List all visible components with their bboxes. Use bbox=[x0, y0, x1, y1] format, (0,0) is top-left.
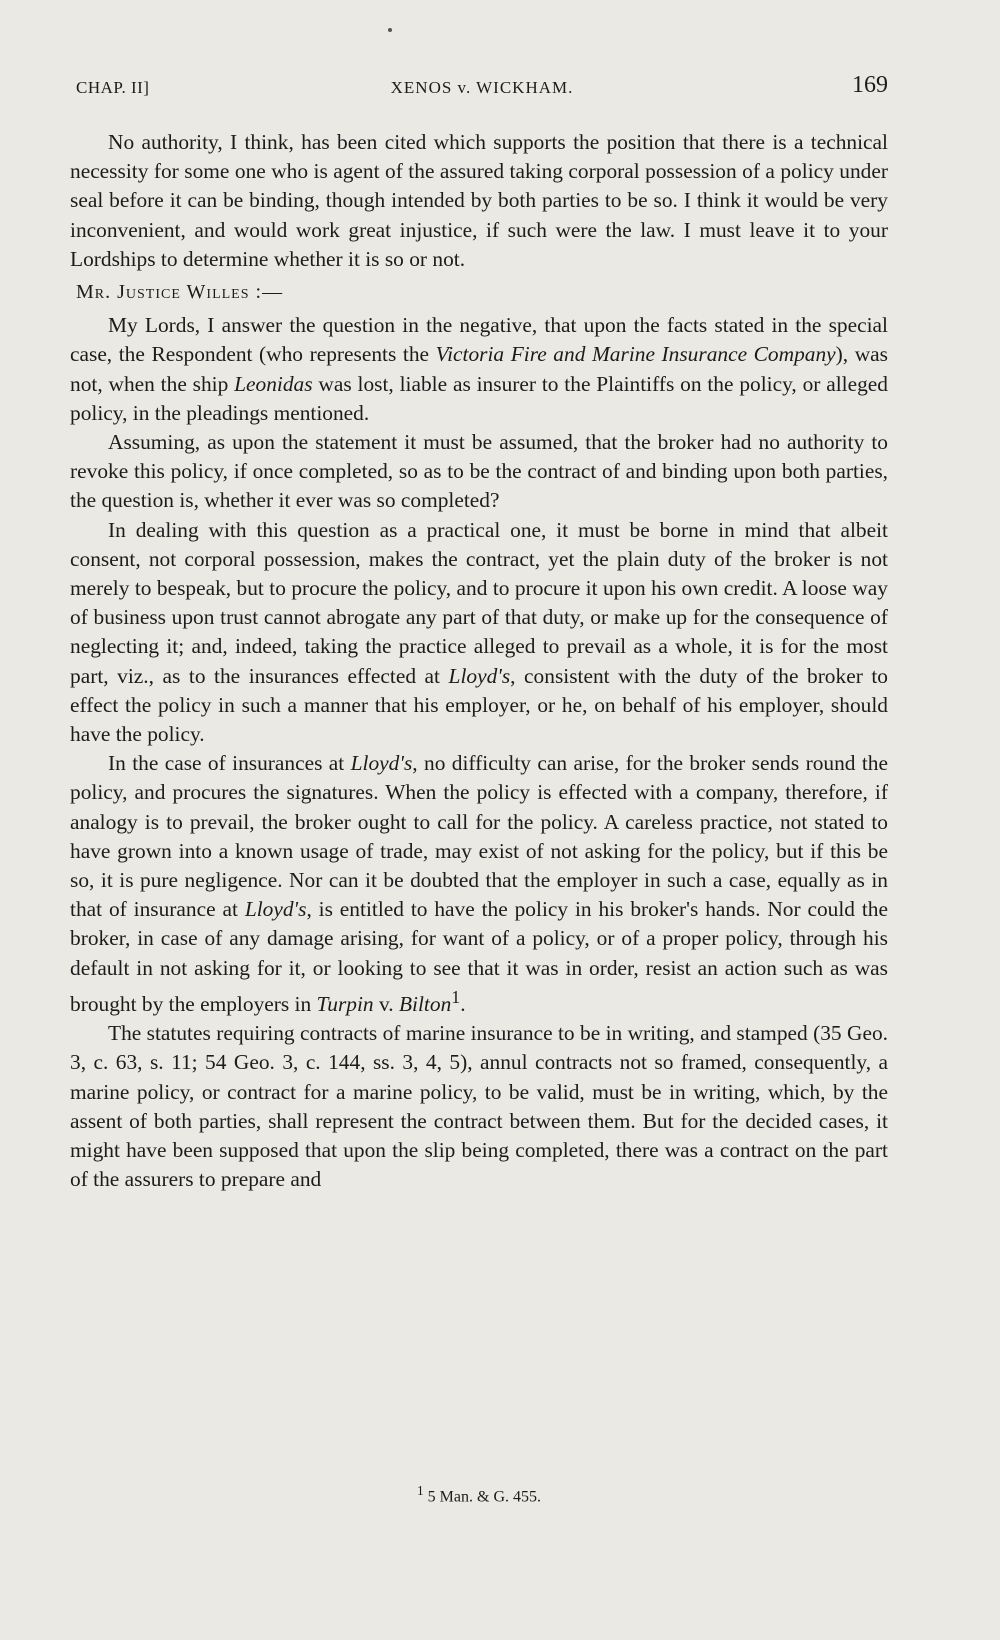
paragraph-5 bbox=[70, 749, 888, 1019]
case-name-turpin: Turpin bbox=[316, 992, 374, 1017]
paragraph-4 bbox=[70, 516, 888, 750]
case-versus: v. bbox=[373, 992, 399, 1017]
lloyds-reference: Lloyd's bbox=[350, 751, 413, 776]
speaker-heading: Mr. Justice Willes :— bbox=[76, 281, 284, 304]
paragraph-2 bbox=[70, 311, 888, 428]
running-title: XENOS v. WICKHAM. bbox=[390, 78, 574, 97]
lloyds-reference: Lloyd's bbox=[244, 897, 307, 922]
paragraph-2-text-a: My Lords, I answer the question in the negative, that upon the facts stated in the special case, the Respondent (who represents the bbox=[70, 313, 888, 367]
footnote bbox=[70, 1483, 888, 1506]
ship-name: Leonidas bbox=[234, 371, 313, 396]
chapter-label: CHAP. II] bbox=[76, 78, 150, 97]
paragraph-2-text-b: ), was not, when the ship bbox=[70, 342, 888, 396]
footnote-reference: 1 bbox=[451, 986, 461, 1007]
footnote-marker: 1 bbox=[417, 1483, 424, 1498]
stray-ink-mark bbox=[388, 28, 392, 32]
footnote-text: 5 Man. & G. 455. bbox=[423, 1488, 541, 1506]
paragraph-5-text-e: . bbox=[460, 992, 466, 1017]
paragraph-4-text-a: In dealing with this question as a practical one, it must be borne in mind that albeit consent, not corporal possession, makes the contract, yet the plain duty of the broker is not merely to bespeak, but to procure the policy, and to procure it upon his own credit. A loose way of business upon trust cannot abrogate any part of that duty, or make up for the consequence of neglecting it; and, indeed, taking the practice alleged to prevail as a whole, it is for the most part, viz., as to the insurances effected at bbox=[70, 517, 888, 688]
case-name-bilton: Bilton bbox=[398, 992, 452, 1017]
paragraph-2-text-c: was lost, liable as insurer to the Plaintiffs on the policy, or alleged policy, in the pleadings mentioned. bbox=[70, 371, 888, 425]
paragraph-3: Assuming, as upon the statement it must be assumed, that the broker had no authority to revoke this policy, if once completed, so as to be the contract of and binding upon both parties, the question is, whether it ever was so completed? bbox=[70, 430, 888, 513]
page-number: 169 bbox=[852, 72, 888, 98]
paragraph-6: The statutes requiring contracts of marine insurance to be in writing, and stamped (35 Geo. 3, c. 63, s. 11; 54 Geo. 3, c. 144, ss. 3, 4, 5), annul contracts not so framed, consequently, a marine policy, or contract for a marine policy, to be valid, must be in writing, which, by the assent of both parties, shall represent the contract between them. But for the decided cases, it might have been supposed that upon the slip being completed, there was a contract on the part of the assurers to prepare and bbox=[70, 1021, 888, 1192]
page-header bbox=[76, 72, 888, 112]
paragraph-5-text-c: , is entitled to have the policy in his broker's hands. Nor could the broker, in case of any damage arising, for want of a policy, or of a proper policy, through his default in not asking for it, or looking to see that it was in order, resist an action such as was brought by the employers in bbox=[70, 897, 889, 1017]
lloyds-reference: Lloyd's bbox=[448, 663, 511, 688]
paragraph-5-text-a: In the case of insurances at bbox=[108, 751, 351, 776]
paragraph-1: No authority, I think, has been cited which supports the position that there is a technical necessity for some one who is agent of the assured taking corporal possession of a policy under seal before it can be binding, though intended by both parties to be so. I think it would be very inconvenient, and would work great injustice, if such were the law. I must leave it to your Lordships to determine whether it is so or not. bbox=[70, 130, 888, 271]
company-name: Victoria Fire and Marine Insurance Company bbox=[435, 342, 836, 367]
paragraph-5-text-b: , no difficulty can arise, for the broker sends round the policy, and procures the signatures. When the policy is effected with a company, therefore, if analogy is to prevail, the broker ought to call for the policy. A careless practice, not stated to have grown into a known usage of trade, may exist of not asking for the policy, but if this be so, it is pure negligence. Nor can it be doubted that the employer in such a case, equally as in that of insurance at bbox=[70, 751, 888, 922]
page-body bbox=[70, 128, 888, 1194]
paragraph-4-text-b: , consistent with the duty of the broker to effect the policy in such a manner that his employer, or he, on behalf of his employer, should have the policy. bbox=[70, 663, 888, 747]
